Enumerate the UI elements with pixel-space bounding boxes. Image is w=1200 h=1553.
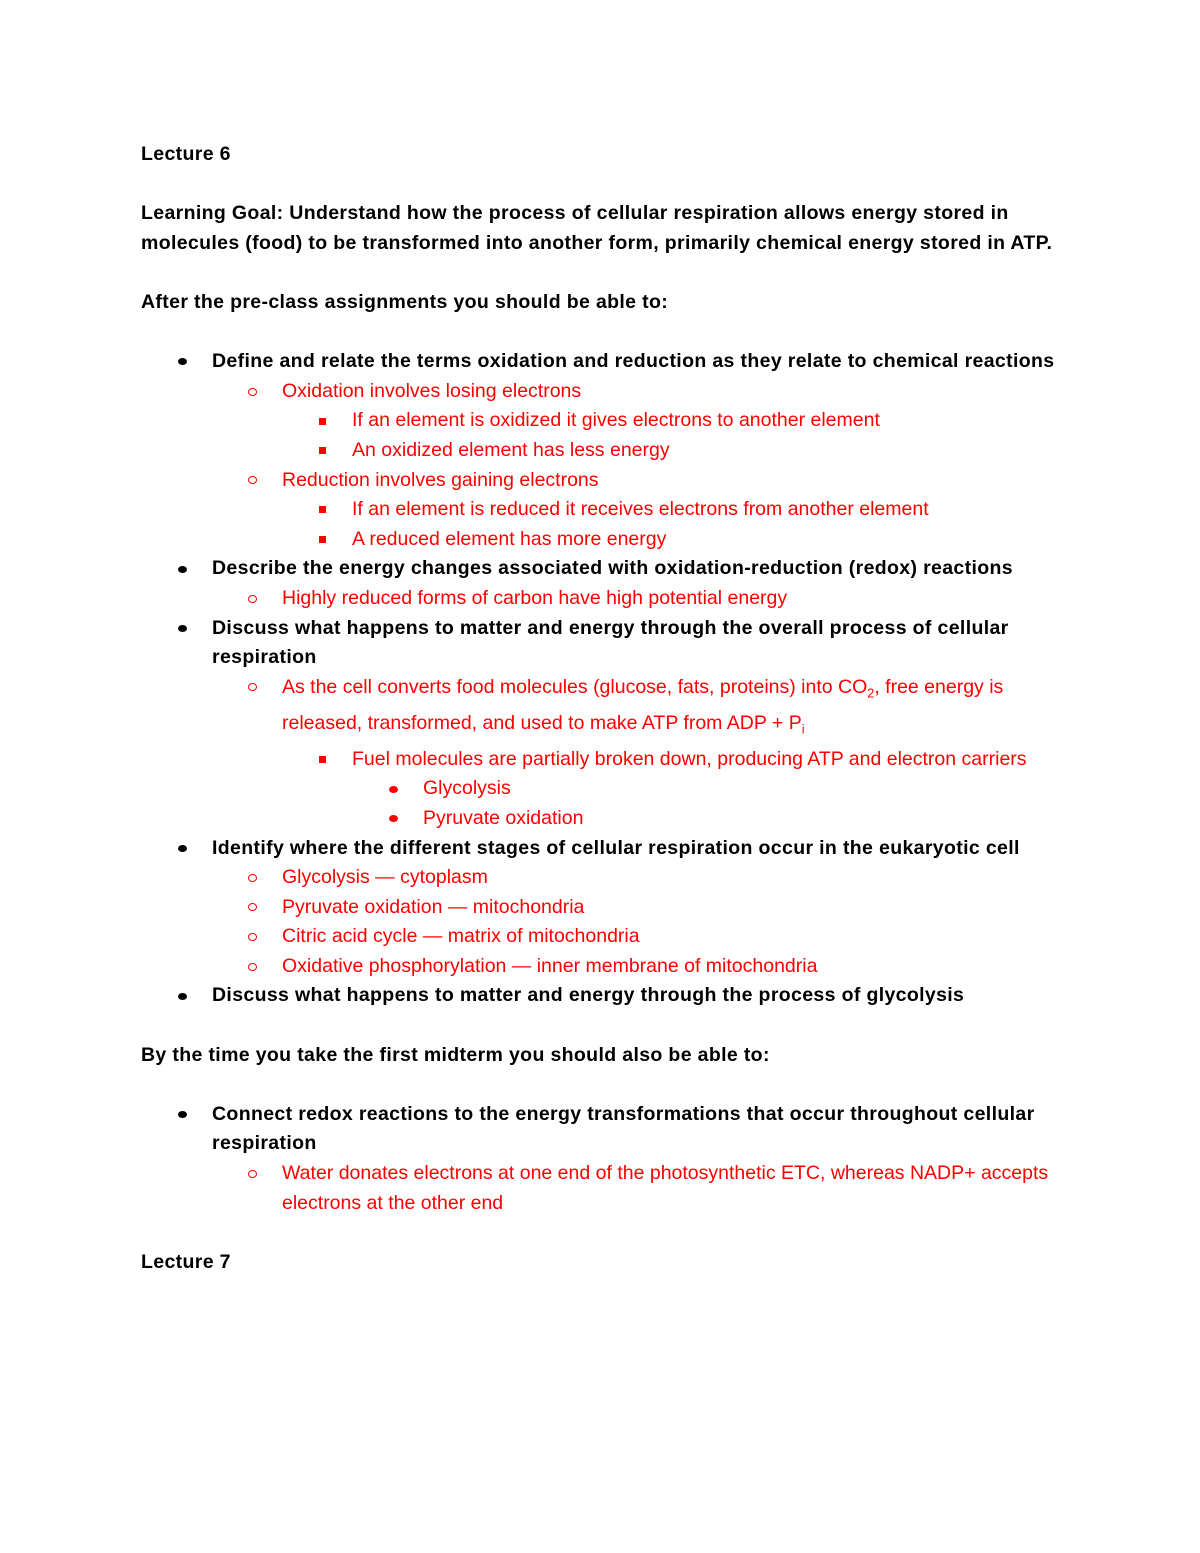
pre-class-objectives: [141, 347, 1081, 1011]
bullet-circle-icon: [248, 1170, 257, 1178]
note-stage-oxphos: [141, 952, 1081, 982]
bullet-circle-icon: [248, 388, 257, 396]
note-text: If an element is reduced it receives electrons from another element: [352, 498, 929, 521]
objective-stage-locations: [141, 834, 1081, 864]
note-text: A reduced element has more energy: [352, 527, 667, 550]
note-text: Highly reduced forms of carbon have high potential energy: [282, 586, 788, 609]
bullet-circle-icon: [248, 903, 257, 911]
bullet-disc-icon: [389, 815, 398, 822]
bullet-square-icon: [319, 506, 326, 513]
note-text: If an element is oxidized it gives electrons to another element: [352, 409, 880, 432]
note-text: Pyruvate oxidation: [423, 806, 584, 829]
note-stage-citric-acid: [141, 922, 1081, 952]
bullet-disc-icon: [178, 566, 187, 573]
midterm-intro: By the time you take the first midterm you should also be able to:: [141, 1043, 770, 1066]
note-text: An oxidized element has less energy: [352, 438, 670, 461]
objective-connect-redox: [141, 1100, 1081, 1159]
document-page: [141, 140, 1081, 1277]
bullet-disc-icon: [178, 1111, 187, 1118]
objective-text: Discuss what happens to matter and energy through the process of glycolysis: [212, 984, 965, 1007]
note-reduction-detail-2: [141, 525, 1081, 555]
objective-text: Connect redox reactions to the energy transformations that occur throughout cellular respiration: [212, 1102, 1035, 1155]
objective-text: Identify where the different stages of cellular respiration occur in the eukaryotic cell: [212, 836, 1020, 859]
note-reduction-detail-1: [141, 495, 1081, 525]
bullet-square-icon: [319, 447, 326, 454]
bullet-circle-icon: [248, 595, 257, 603]
objective-redox-energy: [141, 554, 1081, 584]
bullet-disc-icon: [178, 358, 187, 365]
objective-text: Describe the energy changes associated with oxidation-reduction (redox) reactions: [212, 557, 1013, 580]
note-reduced-carbon: [141, 584, 1081, 614]
note-text: Oxidative phosphorylation — inner membrane of mitochondria: [282, 954, 818, 977]
subscript: i: [801, 722, 805, 737]
note-oxidation-detail-1: [141, 406, 1081, 436]
midterm-objectives: [141, 1100, 1081, 1218]
pre-class-intro: After the pre-class assignments you should be able to:: [141, 290, 669, 313]
bullet-disc-icon: [178, 993, 187, 1000]
bullet-square-icon: [319, 418, 326, 425]
note-text: Fuel molecules are partially broken down, producing ATP and electron carriers: [352, 747, 1027, 770]
note-text: Glycolysis — cytoplasm: [282, 866, 488, 889]
bullet-circle-icon: [248, 683, 257, 691]
bullet-circle-icon: [248, 476, 257, 484]
note-text-part: As the cell converts food molecules (glucose, fats, proteins) into CO: [282, 675, 868, 698]
objective-glycolysis: [141, 981, 1081, 1011]
bullet-circle-icon: [248, 874, 257, 882]
note-stage-pyruvate: [141, 893, 1081, 923]
bullet-disc-icon: [178, 625, 187, 632]
note-text: Citric acid cycle — matrix of mitochondria: [282, 925, 640, 948]
note-fuel-molecules: [141, 745, 1081, 775]
note-glycolysis: [141, 774, 1081, 804]
bullet-square-icon: [319, 536, 326, 543]
objective-oxidation-reduction: [141, 347, 1081, 377]
bullet-disc-icon: [389, 786, 398, 793]
note-oxidation: [141, 377, 1081, 407]
bullet-disc-icon: [178, 845, 187, 852]
objective-matter-energy-overall: [141, 614, 1081, 673]
note-food-to-co2: [141, 673, 1081, 745]
lecture-6-heading: Lecture 6: [141, 143, 231, 165]
note-stage-glycolysis: [141, 863, 1081, 893]
note-text: Water donates electrons at one end of the photosynthetic ETC, whereas NADP+ accepts electrons at the other end: [282, 1162, 1049, 1214]
objective-text: Discuss what happens to matter and energy through the overall process of cellular respiration: [212, 616, 1009, 669]
learning-goal: Learning Goal: Understand how the process of cellular respiration allows energy stored in molecules (food) to be transformed into another form, primarily chemical energy stored in ATP.: [141, 202, 1053, 254]
lecture-7-heading: Lecture 7: [141, 1250, 231, 1273]
bullet-square-icon: [319, 756, 326, 763]
note-water-nadp: [141, 1159, 1081, 1218]
bullet-circle-icon: [248, 963, 257, 971]
note-text: Pyruvate oxidation — mitochondria: [282, 895, 585, 918]
note-text: Reduction involves gaining electrons: [282, 468, 599, 491]
bullet-circle-icon: [248, 933, 257, 941]
note-oxidation-detail-2: [141, 436, 1081, 466]
note-reduction: [141, 466, 1081, 496]
note-text: Oxidation involves losing electrons: [282, 379, 582, 402]
subscript: 2: [867, 686, 875, 701]
note-text-part: , free energy is released, transformed, and used to make ATP from ADP + P: [282, 675, 1004, 734]
note-pyruvate-oxidation: [141, 804, 1081, 834]
objective-text: Define and relate the terms oxidation and reduction as they relate to chemical reactions: [212, 350, 1055, 373]
note-text: Glycolysis: [423, 777, 511, 800]
note-text: [282, 675, 1004, 737]
